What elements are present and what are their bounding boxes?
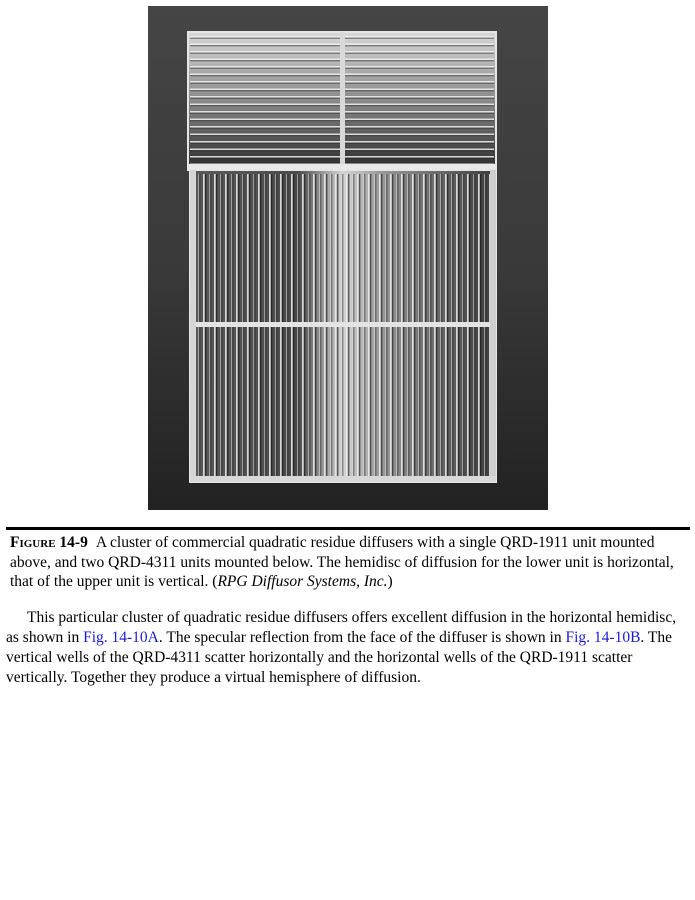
body-paragraph — [6, 608, 688, 688]
paragraph-part3: . The vertical wells of the QRD-4311 scatter horizontally and the horizontal wells of the QRD-1911 scatter vertically. Together they produce a virtual hemisphere of diffusion. — [6, 629, 672, 686]
figure-caption — [10, 533, 685, 592]
diffuser-cluster-image — [148, 6, 548, 510]
paragraph-part1: This particular cluster of quadratic residue diffusers offers excellent diffusion in the horizontal hemidisc, as shown in — [6, 609, 677, 646]
figure-label: Figure 14-9 — [10, 534, 88, 551]
fig-14-10b-link[interactable]: Fig. 14-10B — [565, 629, 641, 646]
caption-credit: RPG Diffusor Systems, Inc. — [217, 573, 388, 590]
paragraph-part2: . The specular reflection from the face of the diffuser is shown in — [158, 629, 566, 646]
fig-14-10a-link[interactable]: Fig. 14-10A — [83, 629, 159, 646]
caption-end: ) — [387, 573, 393, 590]
caption-rule — [6, 527, 690, 530]
diffuser-photo — [148, 6, 548, 510]
caption-text: A cluster of commercial quadratic residue diffusers with a single QRD-1911 unit mounted above, and two QRD-4311 units mounted below. The hemidisc of diffusion for the lower unit is horizontal, that of the upper unit is vertical. ( — [10, 534, 674, 590]
